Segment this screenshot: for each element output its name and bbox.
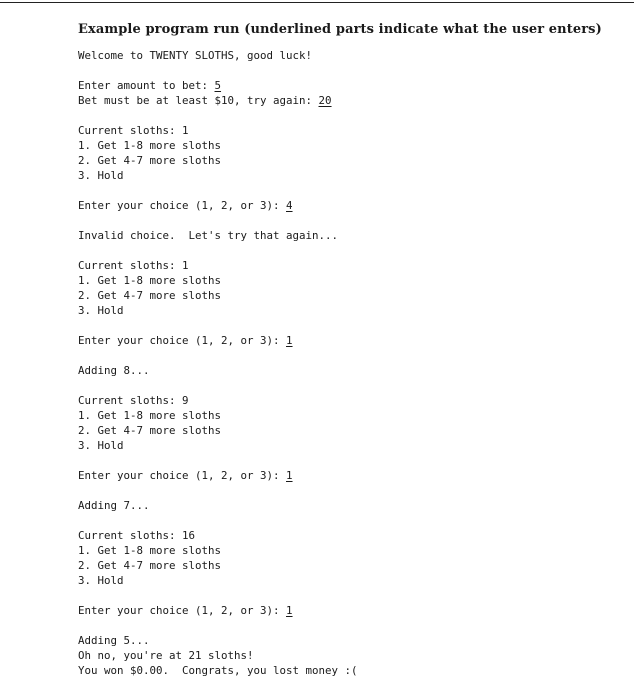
round1-menu-option-2: 2. Get 4-7 more sloths	[78, 154, 222, 167]
round4-menu-option-1: 1. Get 1-8 more sloths	[78, 544, 222, 557]
round1-menu-option-3: 3. Hold	[78, 169, 124, 182]
round2-choice-line	[78, 333, 293, 348]
round1-choice-line	[78, 198, 293, 213]
round3-result: Adding 7...	[78, 499, 150, 512]
bet-retry-input-value: 20	[318, 94, 332, 107]
round2-result: Adding 8...	[78, 364, 150, 377]
round3-menu-option-2: 2. Get 4-7 more sloths	[78, 424, 222, 437]
round2-menu-option-3: 3. Hold	[78, 304, 124, 317]
ending-line-1: Oh no, you're at 21 sloths!	[78, 649, 254, 662]
bet-retry-text: Bet must be at least $10, try again:	[78, 94, 319, 107]
round1-choice-input: 4	[286, 199, 293, 212]
round1-choice-prompt: Enter your choice (1, 2, or 3):	[78, 199, 287, 212]
ending-line-2: You won $0.00. Congrats, you lost money :(	[78, 664, 358, 677]
round4-menu-option-3: 3. Hold	[78, 574, 124, 587]
round2-current-sloths: Current sloths: 1	[78, 259, 189, 272]
round3-choice-input: 1	[286, 469, 293, 482]
bet-prompt-line	[78, 78, 221, 93]
round4-current-sloths: Current sloths: 16	[78, 529, 196, 542]
round2-menu-option-1: 1. Get 1-8 more sloths	[78, 274, 222, 287]
welcome-line: Welcome to TWENTY SLOTHS, good luck!	[78, 49, 313, 62]
round3-choice-prompt: Enter your choice (1, 2, or 3):	[78, 469, 287, 482]
round4-choice-line	[78, 603, 293, 618]
round1-result: Invalid choice. Let's try that again...	[78, 229, 339, 242]
bet-input-value: 5	[214, 79, 222, 92]
round2-choice-input: 1	[286, 334, 293, 347]
round3-choice-line	[78, 468, 293, 483]
round4-choice-input: 1	[286, 604, 293, 617]
round3-menu-option-1: 1. Get 1-8 more sloths	[78, 409, 222, 422]
round2-menu-option-2: 2. Get 4-7 more sloths	[78, 289, 222, 302]
round1-menu-option-1: 1. Get 1-8 more sloths	[78, 139, 222, 152]
round1-current-sloths: Current sloths: 1	[78, 124, 189, 137]
round4-result: Adding 5...	[78, 634, 150, 647]
round4-choice-prompt: Enter your choice (1, 2, or 3):	[78, 604, 287, 617]
section-heading: Example program run (underlined parts indicate what the user enters)	[78, 22, 602, 37]
header-rule	[0, 2, 634, 3]
round3-current-sloths: Current sloths: 9	[78, 394, 189, 407]
round3-menu-option-3: 3. Hold	[78, 439, 124, 452]
bet-retry-line	[78, 93, 332, 108]
round2-choice-prompt: Enter your choice (1, 2, or 3):	[78, 334, 287, 347]
round4-menu-option-2: 2. Get 4-7 more sloths	[78, 559, 222, 572]
bet-prompt-text: Enter amount to bet:	[78, 79, 215, 92]
